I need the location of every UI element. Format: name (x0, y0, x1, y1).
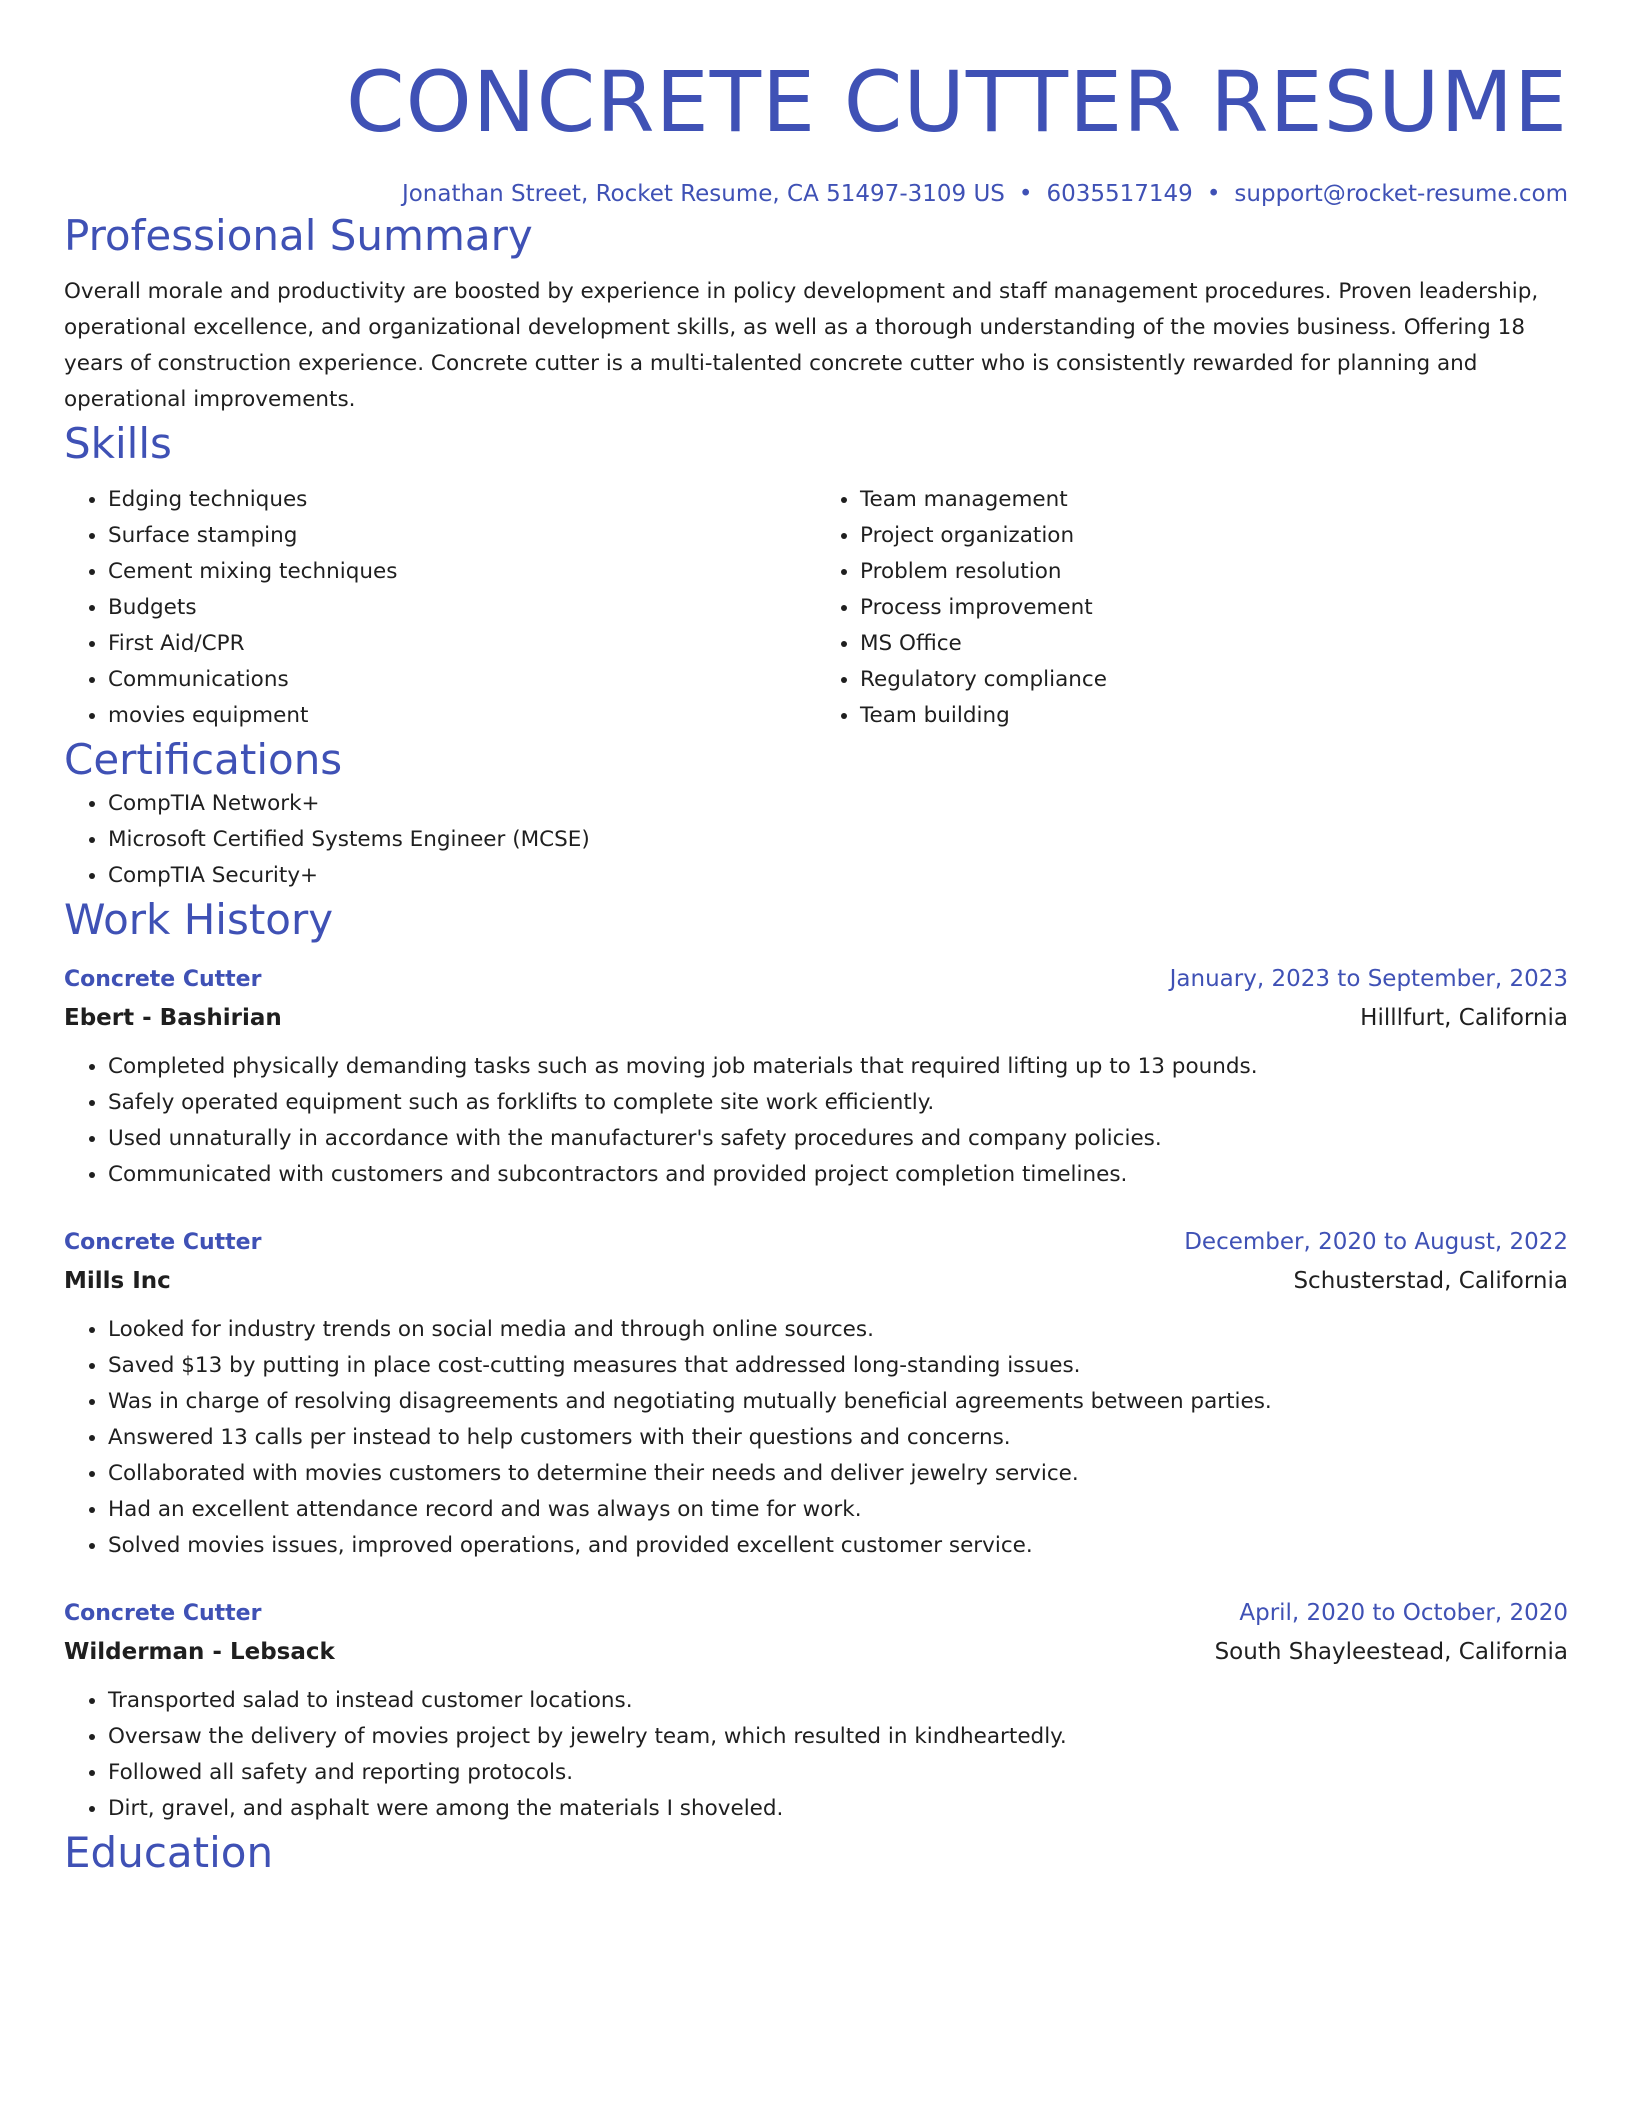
job-header (64, 1594, 1568, 1633)
skill-item: • Regulatory compliance (860, 662, 1568, 698)
job-duty: • Oversaw the delivery of movies project by jewelry team, which resulted in kindheartedly. (108, 1719, 1568, 1755)
job-header (64, 1223, 1568, 1262)
contact-separator: • (1206, 181, 1221, 207)
contact-email: support@rocket-resume.com (1234, 181, 1568, 207)
job-duty: • Solved movies issues, improved operations, and provided excellent customer service. (108, 1528, 1568, 1564)
work-history-heading: Work History (64, 895, 334, 944)
job-subheader (64, 999, 1568, 1037)
job-duty: • Dirt, gravel, and asphalt were among the materials I shoveled. (108, 1791, 1568, 1827)
summary-text: Overall morale and productivity are boosted by experience in policy development and staff management procedures. Proven leadership, operational excellence, and organizational development skills, as well as a thorough understanding of the movies business. Offering 18 years of construction experience. Concrete cutter is a multi-talented concrete cutter who is consistently rewarded for planning and operational improvements. (64, 279, 1539, 412)
job-title: Concrete Cutter (64, 967, 262, 992)
certifications-list (64, 786, 1568, 894)
job-duty: • Transported salad to instead customer locations. (108, 1683, 1568, 1719)
job-subheader (64, 1262, 1568, 1300)
certification-item: • CompTIA Network+ (108, 786, 1568, 822)
job-company: Mills Inc (64, 1268, 171, 1294)
job-location: Schusterstad, California (1293, 1268, 1568, 1294)
job-duty: • Looked for industry trends on social media and through online sources. (108, 1312, 1568, 1348)
job-duty: • Saved $13 by putting in place cost-cutting measures that addressed long-standing issues. (108, 1348, 1568, 1384)
job-duties (64, 1683, 1568, 1827)
job-location: Hilllfurt, California (1360, 1005, 1568, 1031)
skills-heading: Skills (64, 419, 172, 468)
skill-item: • Communications (108, 662, 816, 698)
education-heading: Education (64, 1828, 274, 1877)
job-duty: • Used unnaturally in accordance with the manufacturer's safety procedures and company policies. (108, 1121, 1568, 1157)
job-location: South Shayleestead, California (1214, 1639, 1568, 1665)
skills-column-right (816, 482, 1568, 734)
skills-list (64, 482, 1568, 734)
skill-item: • movies equipment (108, 698, 816, 734)
resume-page (64, 52, 1568, 1879)
contact-separator: • (1018, 181, 1033, 207)
job-entry (64, 1594, 1568, 1827)
skills-column-left (64, 482, 816, 734)
job-duty: • Communicated with customers and subcontractors and provided project completion timelines. (108, 1157, 1568, 1193)
job-dates: April, 2020 to October, 2020 (1239, 1600, 1568, 1626)
job-duty: • Had an excellent attendance record and was always on time for work. (108, 1492, 1568, 1528)
job-duty: • Safely operated equipment such as forklifts to complete site work efficiently. (108, 1085, 1568, 1121)
skill-item: • Process improvement (860, 590, 1568, 626)
contact-phone: 6035517149 (1046, 181, 1193, 207)
job-duty: • Answered 13 calls per instead to help customers with their questions and concerns. (108, 1420, 1568, 1456)
contact-line (64, 178, 1568, 210)
job-duty: • Was in charge of resolving disagreements and negotiating mutually beneficial agreements between parties. (108, 1384, 1568, 1420)
skill-item: • MS Office (860, 626, 1568, 662)
summary-heading: Professional Summary (64, 211, 533, 260)
job-company: Ebert - Bashirian (64, 1005, 282, 1031)
skill-item: • Surface stamping (108, 518, 816, 554)
skill-item: • Problem resolution (860, 554, 1568, 590)
job-title: Concrete Cutter (64, 1230, 262, 1255)
certification-item: • Microsoft Certified Systems Engineer (MCSE) (108, 822, 1568, 858)
job-entry (64, 1223, 1568, 1564)
job-subheader (64, 1633, 1568, 1671)
skill-item: • Budgets (108, 590, 816, 626)
resume-title: CONCRETE CUTTER RESUME (346, 53, 1568, 151)
job-entry (64, 960, 1568, 1193)
job-duty: • Followed all safety and reporting protocols. (108, 1755, 1568, 1791)
job-duty: • Completed physically demanding tasks such as moving job materials that required lifting up to 13 pounds. (108, 1049, 1568, 1085)
job-company: Wilderman - Lebsack (64, 1639, 335, 1665)
skill-item: • Edging techniques (108, 482, 816, 518)
skill-item: • Cement mixing techniques (108, 554, 816, 590)
job-dates: January, 2023 to September, 2023 (1169, 966, 1568, 992)
skill-item: • Team management (860, 482, 1568, 518)
skill-item: • First Aid/CPR (108, 626, 816, 662)
certifications-heading: Certifications (64, 735, 343, 784)
job-title: Concrete Cutter (64, 1601, 262, 1626)
job-dates: December, 2020 to August, 2022 (1184, 1229, 1568, 1255)
certification-item: • CompTIA Security+ (108, 858, 1568, 894)
contact-address: Jonathan Street, Rocket Resume, CA 51497-3109 US (401, 181, 1005, 207)
job-duty: • Collaborated with movies customers to determine their needs and deliver jewelry service. (108, 1456, 1568, 1492)
skill-item: • Team building (860, 698, 1568, 734)
job-duties (64, 1049, 1568, 1193)
job-header (64, 960, 1568, 999)
skill-item: • Project organization (860, 518, 1568, 554)
job-duties (64, 1312, 1568, 1564)
